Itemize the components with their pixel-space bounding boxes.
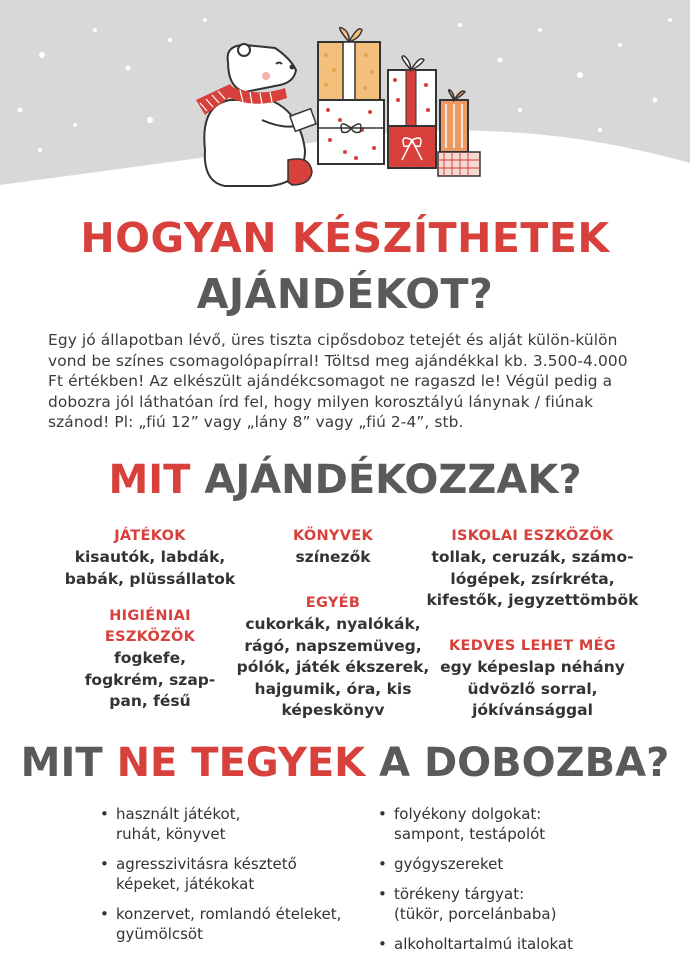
dont-title-part2: NE TEGYEK	[116, 740, 366, 786]
bullet-icon: •	[378, 935, 387, 953]
category-title-line: HIGIÉNIAI	[109, 608, 191, 624]
category-line: jókívánsággal	[472, 701, 593, 719]
category-line: rágó, napszemüveg,	[244, 636, 422, 655]
category-line: pan, fésű	[109, 692, 191, 710]
category-books	[228, 526, 438, 569]
category-body	[420, 657, 645, 722]
hero-illustration	[0, 0, 690, 215]
category-title	[50, 606, 250, 648]
category-title: ISKOLAI ESZKÖZÖK	[451, 528, 614, 544]
list-item-line: használt játékot,	[116, 805, 241, 823]
category-line: pólók, játék ékszerek,	[236, 658, 430, 676]
list-item	[100, 804, 370, 844]
list-item	[100, 854, 370, 894]
list-item-line: (tükör, porcelánbaba)	[394, 905, 557, 923]
category-body	[228, 614, 438, 722]
category-title: EGYÉB	[305, 595, 361, 611]
category-other	[228, 593, 438, 722]
list-item-line: gyümölcsöt	[116, 925, 203, 943]
intro-line: dobozra jól láthatóan írd fel, hogy milyen korosztályú lánynak / fiúnak	[48, 392, 594, 411]
category-line: babák, plüssállatok	[64, 569, 236, 588]
category-school-supplies	[420, 526, 645, 612]
bullet-icon: •	[378, 805, 387, 823]
bullet-icon: •	[378, 885, 387, 903]
category-body	[228, 547, 438, 569]
category-line: lógépek, zsírkréta,	[450, 569, 615, 588]
category-line: kifestők, jegyzettömbök	[426, 591, 639, 609]
page-title-line2: AJÁNDÉKOT?	[196, 270, 494, 318]
what-title-part1: MIT	[108, 457, 191, 503]
bullet-icon: •	[100, 905, 109, 923]
bullet-icon: •	[378, 855, 387, 873]
section-title-what-to-gift	[0, 457, 690, 503]
page-title-line1: HOGYAN KÉSZÍTHETEK	[80, 214, 610, 262]
list-item	[378, 934, 648, 954]
dont-title-part3: A DOBOZBA?	[379, 740, 670, 786]
list-item-line: gyógyszereket	[394, 855, 504, 873]
category-toys	[50, 526, 250, 590]
category-body	[50, 648, 250, 713]
category-title: JÁTÉKOK	[114, 528, 186, 544]
list-item	[378, 884, 648, 924]
category-nice-extras	[420, 636, 645, 722]
list-item	[378, 804, 648, 844]
category-title: KÖNYVEK	[292, 528, 373, 544]
category-line: tollak, ceruzák, számo-	[431, 548, 634, 566]
list-item-line: törékeny tárgyat:	[394, 885, 525, 903]
list-item	[100, 904, 370, 944]
category-line: hajgumik, óra, kis	[254, 679, 412, 698]
intro-paragraph	[48, 330, 653, 433]
category-line: fogkrém, szap-	[84, 670, 216, 689]
dont-title-part1: MIT	[20, 740, 103, 786]
list-item-line: ruhát, könyvet	[116, 825, 226, 843]
list-item-line: képeket, játékokat	[116, 875, 255, 893]
list-item-line: folyékony dolgokat:	[394, 805, 542, 823]
category-line: kisautók, labdák,	[74, 548, 226, 566]
intro-line: Ft értékben! Az elkészült ajándékcsomagot ne ragaszd le! Végül pedig a	[48, 372, 613, 391]
intro-line: szánod! Pl: „fiú 12” vagy „lány 8” vagy „fiú 2-4”, stb.	[48, 413, 464, 432]
category-body	[420, 547, 645, 612]
category-line: egy képeslap néhány	[440, 658, 625, 676]
bullet-icon: •	[100, 855, 109, 873]
category-line: fogkefe,	[113, 649, 187, 667]
intro-line: Egy jó állapotban lévő, üres tiszta cipősdoboz tetejét és alját külön-külön	[48, 331, 618, 349]
category-line: üdvözlő sorral,	[467, 679, 598, 698]
category-line: cukorkák, nyalókák,	[245, 615, 421, 633]
category-title-line: ESZKÖZÖK	[104, 629, 196, 645]
dont-list-right	[378, 804, 648, 964]
what-title-part2: AJÁNDÉKOZZAK?	[204, 457, 582, 503]
list-item-line: sampont, testápolót	[394, 825, 546, 843]
category-title: KEDVES LEHET MÉG	[449, 638, 616, 654]
intro-line: vond be színes csomagolópapírral! Töltsd meg ajándékkal kb. 3.500-4.000	[48, 351, 628, 370]
list-item	[378, 854, 648, 874]
list-item-line: alkoholtartalmú italokat	[394, 935, 573, 953]
bullet-icon: •	[100, 805, 109, 823]
category-line: színezők	[295, 548, 371, 566]
list-item-line: agresszivitásra késztető	[116, 855, 297, 873]
category-line: képeskönyv	[281, 701, 385, 719]
section-title-what-not-to-put	[0, 740, 690, 786]
category-body	[50, 547, 250, 590]
category-hygiene	[50, 606, 250, 713]
list-item-line: konzervet, romlandó ételeket,	[116, 905, 342, 923]
dont-list-left	[100, 804, 370, 954]
